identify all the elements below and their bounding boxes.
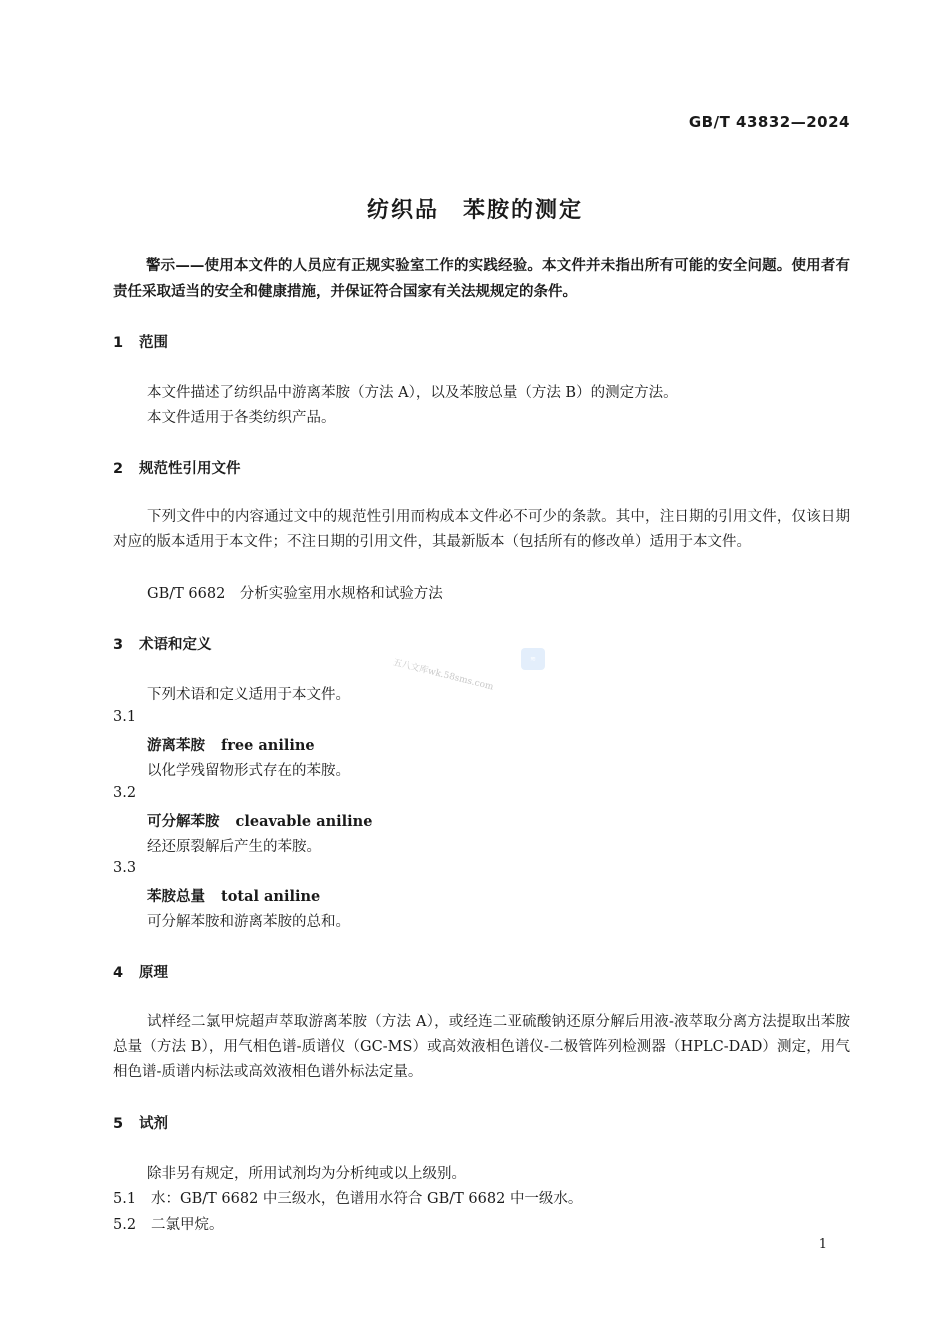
reagent-number: 5.2 [113, 1217, 137, 1233]
page-number: 1 [818, 1237, 827, 1252]
section-number: 2 [113, 461, 124, 477]
reagent-item [113, 1213, 224, 1234]
section-heading-reagents [113, 1112, 168, 1133]
section-title: 试剂 [139, 1116, 168, 1132]
term-definition: 以化学残留物形式存在的苯胺。 [147, 763, 350, 779]
term-cn: 可分解苯胺 [147, 814, 220, 830]
reagent-number: 5.1 [113, 1191, 137, 1207]
terms-intro: 下列术语和定义适用于本文件。 [147, 687, 350, 703]
term-cn: 苯胺总量 [147, 889, 205, 905]
scope-paragraph-2: 本文件适用于各类纺织产品。 [147, 410, 336, 426]
term-heading [147, 885, 320, 906]
standard-number: GB/T 43832—2024 [688, 113, 850, 131]
section-heading-terms [113, 633, 212, 654]
term-cn: 游离苯胺 [147, 738, 205, 754]
reagent-text: 二氯甲烷。 [151, 1217, 224, 1233]
section-title: 规范性引用文件 [139, 461, 241, 477]
section-heading-scope [113, 331, 168, 352]
section-heading-normative [113, 457, 241, 478]
watermark-text: 五八文库wk.58sms.com [391, 657, 495, 693]
term-en: free aniline [221, 737, 315, 754]
term-en: cleavable aniline [235, 813, 373, 830]
term-en: total aniline [221, 888, 321, 905]
section-number: 5 [113, 1116, 124, 1132]
term-heading [147, 734, 315, 755]
normative-paragraph: 下列文件中的内容通过文中的规范性引用而构成本文件必不可少的条款。其中，注日期的引用文件，仅该日期对应的版本适用于本文件；不注日期的引用文件，其最新版本（包括所有的修改单）适用于本文件。 [113, 509, 850, 550]
reagents-intro: 除非另有规定，所用试剂均为分析纯或以上级别。 [147, 1166, 466, 1182]
section-heading-principle [113, 961, 168, 982]
term-number: 3.1 [113, 709, 137, 725]
section-number: 3 [113, 637, 124, 653]
section-number: 1 [113, 335, 124, 351]
section-title: 原理 [139, 965, 168, 981]
term-heading [147, 810, 372, 831]
term-number: 3.2 [113, 785, 137, 801]
warning-paragraph: 警示——使用本文件的人员应有正规实验室工作的实践经验。本文件并未指出所有可能的安全问题。使用者有责任采取适当的安全和健康措施，并保证符合国家有关法规规定的条件。 [113, 258, 850, 300]
section-number: 4 [113, 965, 124, 981]
watermark-logo-icon: ≋ [521, 648, 545, 670]
principle-paragraph: 试样经二氯甲烷超声萃取游离苯胺（方法 A），或经连二亚硫酸钠还原分解后用液-液萃取分离方法提取出苯胺总量（方法 B），用气相色谱-质谱仪（GC-MS）或高效液相色谱仪-二极管阵列检测器（HPLC-DAD）测定，用气相色谱-质谱内标法或高效液相色谱外标法定量。 [113, 1014, 850, 1080]
reagent-text: 水：GB/T 6682 中三级水，色谱用水符合 GB/T 6682 中一级水。 [151, 1191, 583, 1207]
term-number: 3.3 [113, 860, 137, 876]
scope-paragraph-1: 本文件描述了纺织品中游离苯胺（方法 A），以及苯胺总量（方法 B）的测定方法。 [147, 385, 678, 401]
section-title: 术语和定义 [139, 637, 212, 653]
reagent-item [113, 1187, 582, 1208]
term-definition: 可分解苯胺和游离苯胺的总和。 [147, 914, 350, 930]
section-title: 范围 [139, 335, 168, 351]
normative-reference: GB/T 6682 分析实验室用水规格和试验方法 [147, 586, 443, 602]
document-title: 纺织品 苯胺的测定 [366, 198, 583, 223]
term-definition: 经还原裂解后产生的苯胺。 [147, 839, 321, 855]
